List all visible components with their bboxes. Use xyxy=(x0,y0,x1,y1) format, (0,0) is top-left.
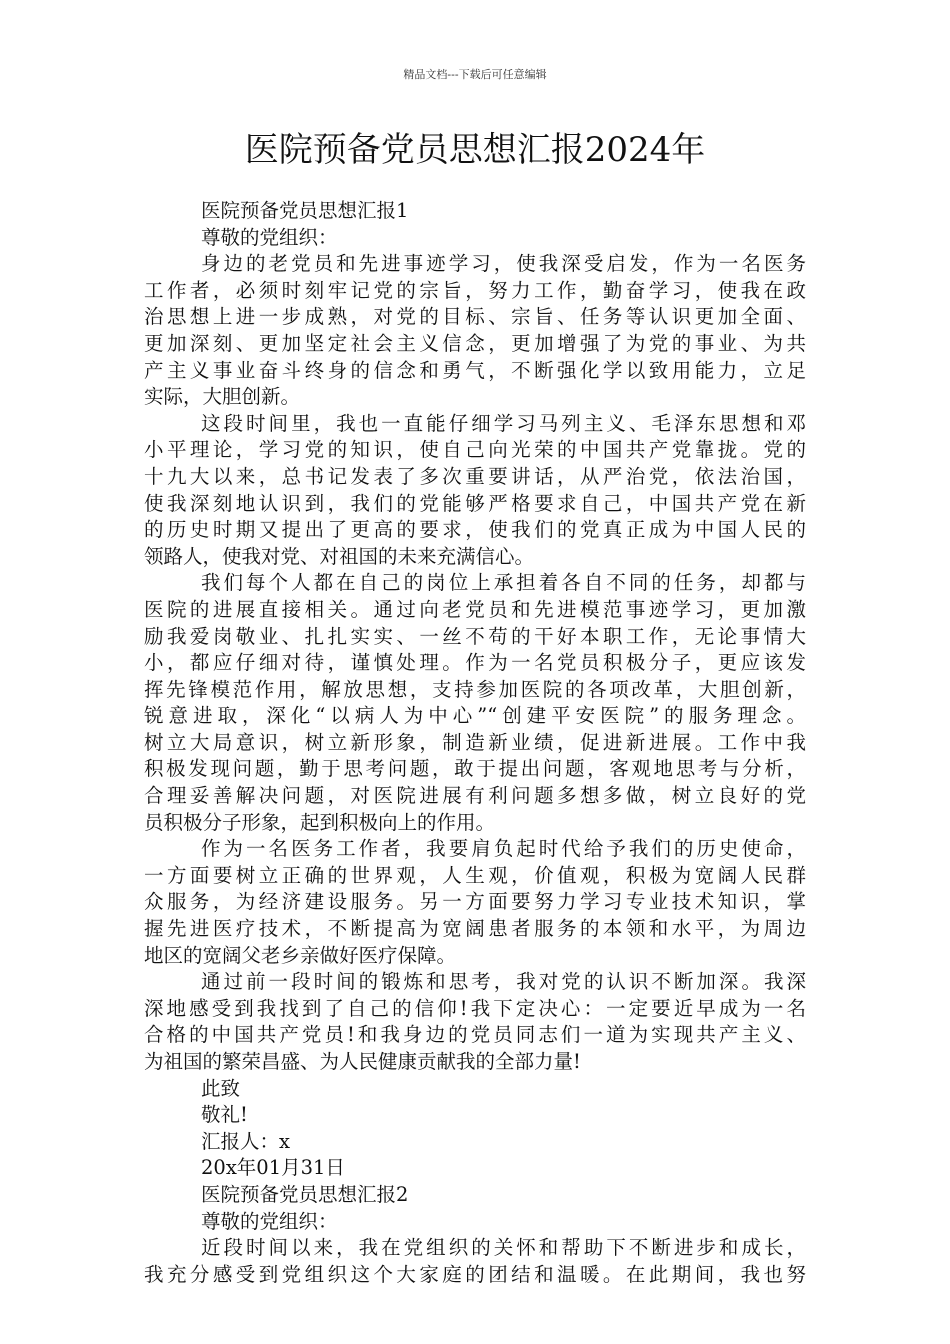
text-line: 励我爱岗敬业、扎扎实实、一丝不苟的干好本职工作，无论事情大 xyxy=(144,624,806,648)
text-line: 一方面要树立正确的世界观，人生观，价值观，积极为宽阔人民群 xyxy=(144,863,806,887)
text-line: 实际，大胆创新。 xyxy=(144,385,301,409)
text-line: 近段时间以来，我在党组织的关怀和帮助下不断进步和成长， xyxy=(201,1236,806,1260)
text-line: 为祖国的繁荣昌盛、为人民健康贡献我的全部力量! xyxy=(144,1050,581,1073)
text-line: 汇报人：x xyxy=(201,1129,290,1153)
text-line: 通过前一段时间的锻炼和思考，我对党的认识不断加深。我深 xyxy=(201,970,806,994)
text-line: 员积极分子形象，起到积极向上的作用。 xyxy=(144,810,496,834)
text-line: 众服务，为经济建设服务。另一方面要努力学习专业技术知识，掌 xyxy=(144,890,806,914)
text-line: 尊敬的党组织： xyxy=(201,1209,338,1233)
document-body xyxy=(144,198,806,1288)
text-line: 尊敬的党组织： xyxy=(201,225,338,249)
text-line: 合理妥善解决问题，对医院进展有利问题多想多做，树立良好的党 xyxy=(144,784,806,808)
text-line: 锐意进取，深化“以病人为中心”“创建平安医院”的服务理念。 xyxy=(144,704,806,728)
text-line: 小平理论，学习党的知识，使自己向光荣的中国共产党靠拢。党的 xyxy=(144,438,806,462)
text-line: 我充分感受到党组织这个大家庭的团结和温暖。在此期间，我也努 xyxy=(144,1262,806,1286)
text-line: 积极发现问题，勤于思考问题，敢于提出问题，客观地思考与分析， xyxy=(144,757,806,781)
text-line: 医院预备党员思想汇报2 xyxy=(201,1182,409,1206)
text-line: 敬礼! xyxy=(201,1103,248,1127)
text-line: 深地感受到我找到了自己的信仰!我下定决心：一定要近早成为一名 xyxy=(144,996,806,1020)
text-line: 树立大局意识，树立新形象，制造新业绩，促进新进展。工作中我 xyxy=(144,730,806,754)
header-note: 精品文档---下载后可任意编辑 xyxy=(403,68,547,81)
text-line: 治思想上进一步成熟，对党的目标、宗旨、任务等认识更加全面、 xyxy=(144,305,806,329)
text-line: 医院预备党员思想汇报1 xyxy=(201,199,409,222)
text-line: 身边的老党员和先进事迹学习，使我深受启发，作为一名医务 xyxy=(201,252,806,276)
text-line: 地区的宽阔父老乡亲做好医疗保障。 xyxy=(144,943,457,967)
text-line: 20x年01月31日 xyxy=(201,1156,345,1180)
text-line: 这段时间里，我也一直能仔细学习马列主义、毛泽东思想和邓 xyxy=(201,411,806,435)
text-line: 工作者，必须时刻牢记党的宗旨，努力工作，勤奋学习，使我在政 xyxy=(144,278,806,302)
text-line: 领路人，使我对党、对祖国的未来充满信心。 xyxy=(144,544,535,568)
text-line: 握先进医疗技术，不断提高为宽阔患者服务的本领和水平，为周边 xyxy=(144,917,806,941)
text-line: 小，都应仔细对待，谨慎处理。作为一名党员积极分子，更应该发 xyxy=(144,651,806,675)
text-line: 更加深刻、更加坚定社会主义信念，更加增强了为党的事业、为共 xyxy=(144,331,806,355)
text-line: 合格的中国共产党员!和我身边的党员同志们一道为实现共产主义、 xyxy=(144,1023,806,1047)
document-title: 医院预备党员思想汇报2024年 xyxy=(244,130,706,170)
text-line: 十九大以来，总书记发表了多次重要讲话，从严治党，依法治国， xyxy=(144,464,806,488)
text-line: 我们每个人都在自己的岗位上承担着各自不同的任务，却都与 xyxy=(201,571,806,595)
text-line: 的历史时期又提出了更高的要求，使我们的党真正成为中国人民的 xyxy=(144,518,806,542)
text-line: 此致 xyxy=(201,1076,241,1100)
text-line: 作为一名医务工作者，我要肩负起时代给予我们的历史使命， xyxy=(201,837,806,861)
text-line: 使我深刻地认识到，我们的党能够严格要求自己，中国共产党在新 xyxy=(144,491,806,515)
text-line: 挥先锋模范作用，解放思想，支持参加医院的各项改革，大胆创新， xyxy=(144,677,806,701)
text-line: 医院的进展直接相关。通过向老党员和先进模范事迹学习，更加激 xyxy=(144,597,806,621)
text-line: 产主义事业奋斗终身的信念和勇气，不断强化学以致用能力，立足 xyxy=(144,358,806,382)
